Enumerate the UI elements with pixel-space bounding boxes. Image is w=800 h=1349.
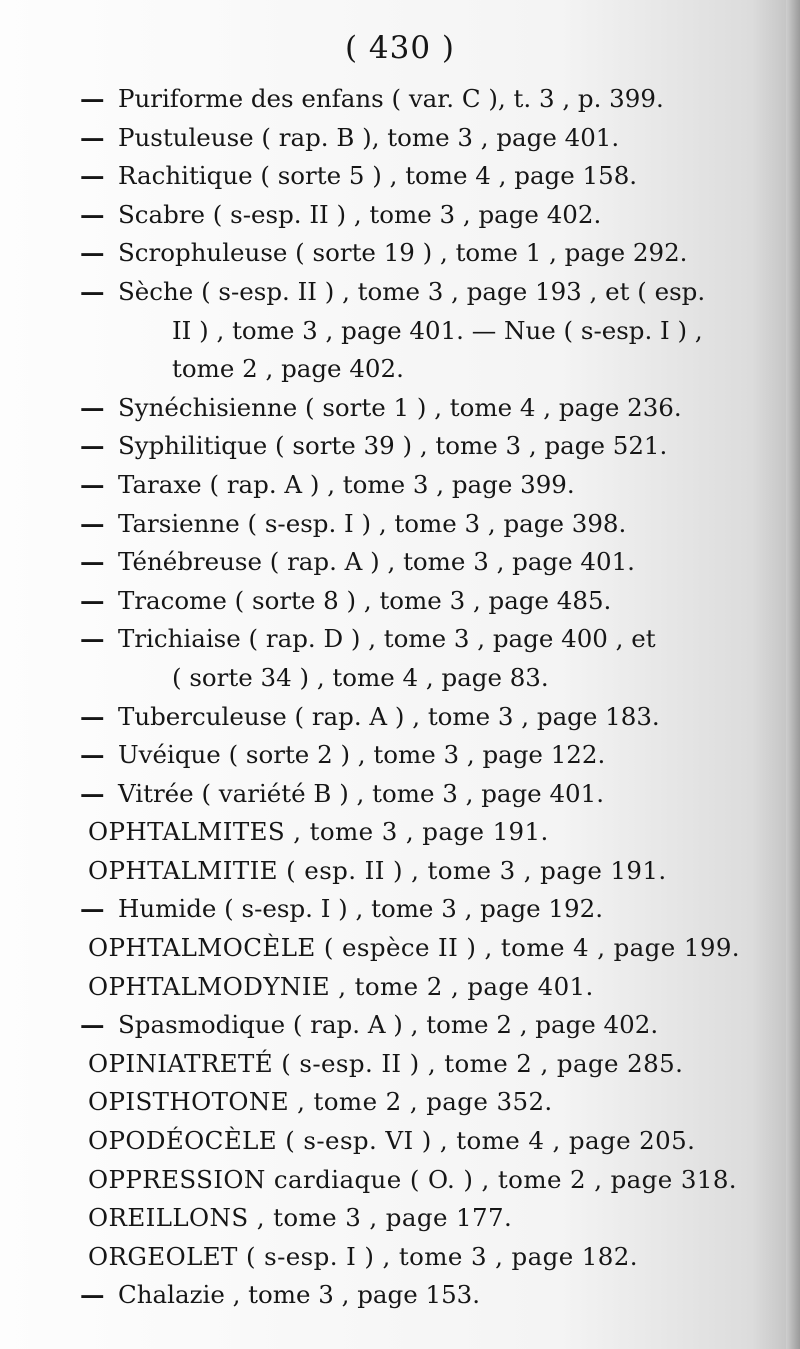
- entry-text: OPHTALMITIE ( esp. II ) , tome 3 , page 191.: [88, 855, 667, 885]
- entry-text: Tarsienne ( s-esp. I ) , tome 3 , page 398.: [118, 508, 627, 538]
- entry-dash: —: [80, 1010, 105, 1040]
- entry-text: Scabre ( s-esp. II ) , tome 3 , page 402.: [118, 199, 602, 229]
- index-entry-heading: [0, 968, 800, 1007]
- entry-dash: —: [80, 276, 105, 306]
- entry-text: ( sorte 34 ) , tome 4 , page 83.: [172, 662, 549, 692]
- entry-text: Spasmodique ( rap. A ) , tome 2 , page 402.: [118, 1010, 659, 1040]
- entry-text: Chalazie , tome 3 , page 153.: [118, 1280, 481, 1310]
- entry-text: OPODÉOCÈLE ( s-esp. VI ) , tome 4 , page 205.: [88, 1126, 696, 1156]
- entry-text: Tuberculeuse ( rap. A ) , tome 3 , page 183.: [118, 701, 660, 731]
- index-entry-heading: [0, 1161, 800, 1200]
- entry-text: Syphilitique ( sorte 39 ) , tome 3 , page 521.: [118, 431, 668, 461]
- page-number: ( 430 ): [344, 30, 456, 66]
- entry-text: tome 2 , page 402.: [172, 354, 404, 384]
- index-entry-subentry: [0, 698, 800, 737]
- entry-dash: —: [80, 547, 105, 577]
- entry-dash: —: [80, 1280, 105, 1310]
- index-entry-subentry: [0, 543, 800, 582]
- entry-text: Tracome ( sorte 8 ) , tome 3 , page 485.: [118, 585, 612, 615]
- entry-text: Uvéique ( sorte 2 ) , tome 3 , page 122.: [118, 740, 606, 770]
- entry-dash: —: [80, 624, 105, 654]
- index-entry-subentry: [0, 157, 800, 196]
- entry-text: OPISTHOTONE , tome 2 , page 352.: [88, 1087, 553, 1117]
- index-entry-subentry: [0, 80, 800, 119]
- index-entry-heading: [0, 1199, 800, 1238]
- index-entry-subentry: [0, 119, 800, 158]
- entry-dash: —: [80, 161, 105, 191]
- index-entry-subentry: [0, 505, 800, 544]
- entry-text: II ) , tome 3 , page 401. — Nue ( s-esp. I ) ,: [172, 315, 703, 345]
- entry-text: OPINIATRETÉ ( s-esp. II ) , tome 2 , page 285.: [88, 1048, 684, 1078]
- index-entry-subentry: [0, 1006, 800, 1045]
- entry-dash: —: [80, 894, 105, 924]
- entry-dash: —: [80, 585, 105, 615]
- index-entry-subentry: [0, 234, 800, 273]
- entry-text: OPHTALMODYNIE , tome 2 , page 401.: [88, 971, 594, 1001]
- index-entry-heading: [0, 1045, 800, 1084]
- entry-text: Pustuleuse ( rap. B ), tome 3 , page 401.: [118, 122, 620, 152]
- entry-text: OPHTALMOCÈLE ( espèce II ) , tome 4 , page 199.: [88, 933, 740, 963]
- index-entry-subentry: [0, 736, 800, 775]
- entry-dash: —: [80, 778, 105, 808]
- index-entry-continuation: [0, 659, 800, 698]
- entry-text: ORGEOLET ( s-esp. I ) , tome 3 , page 182.: [88, 1241, 638, 1271]
- entry-text: OPPRESSION cardiaque ( O. ) , tome 2 , page 318.: [88, 1164, 737, 1194]
- index-entry-subentry: [0, 196, 800, 235]
- entry-text: Trichiaise ( rap. D ) , tome 3 , page 400 , et: [118, 624, 656, 654]
- entry-dash: —: [80, 199, 105, 229]
- entry-dash: —: [80, 740, 105, 770]
- entry-text: Humide ( s-esp. I ) , tome 3 , page 192.: [118, 894, 603, 924]
- index-entry-continuation: [0, 312, 800, 351]
- index-entry-heading: [0, 1083, 800, 1122]
- entry-dash: —: [80, 701, 105, 731]
- entry-dash: —: [80, 238, 105, 268]
- index-entry-subentry: [0, 1276, 800, 1315]
- index-entry-continuation: [0, 350, 800, 389]
- index-entry-subentry: [0, 466, 800, 505]
- entry-dash: —: [80, 469, 105, 499]
- index-entry-subentry: [0, 427, 800, 466]
- entry-text: Puriforme des enfans ( var. C ), t. 3 , p. 399.: [118, 84, 664, 113]
- entry-text: Synéchisienne ( sorte 1 ) , tome 4 , page 236.: [118, 392, 682, 422]
- index-entry-subentry: [0, 389, 800, 428]
- entry-text: Ténébreuse ( rap. A ) , tome 3 , page 401.: [118, 547, 635, 577]
- index-entry-heading: [0, 929, 800, 968]
- index-entry-subentry: [0, 620, 800, 659]
- entry-dash: —: [80, 508, 105, 538]
- index-entry-subentry: [0, 775, 800, 814]
- index-entry-subentry: [0, 582, 800, 621]
- entry-dash: —: [80, 392, 105, 422]
- entry-text: Rachitique ( sorte 5 ) , tome 4 , page 158.: [118, 161, 638, 191]
- index-entry-subentry: [0, 273, 800, 312]
- index-entries: [0, 80, 800, 1315]
- index-entry-heading: [0, 1122, 800, 1161]
- entry-dash: —: [80, 84, 105, 113]
- entry-dash: —: [80, 431, 105, 461]
- entry-text: OPHTALMITES , tome 3 , page 191.: [88, 817, 549, 847]
- index-entry-subentry: [0, 890, 800, 929]
- entry-text: Sèche ( s-esp. II ) , tome 3 , page 193 , et ( esp.: [118, 276, 706, 306]
- index-entry-heading: [0, 1238, 800, 1277]
- index-entry-heading: [0, 852, 800, 891]
- entry-dash: —: [80, 122, 105, 152]
- entry-text: Scrophuleuse ( sorte 19 ) , tome 1 , page 292.: [118, 238, 688, 268]
- entry-text: Vitrée ( variété B ) , tome 3 , page 401.: [118, 778, 605, 808]
- index-entry-heading: [0, 813, 800, 852]
- entry-text: Taraxe ( rap. A ) , tome 3 , page 399.: [118, 469, 575, 499]
- entry-text: OREILLONS , tome 3 , page 177.: [88, 1203, 513, 1233]
